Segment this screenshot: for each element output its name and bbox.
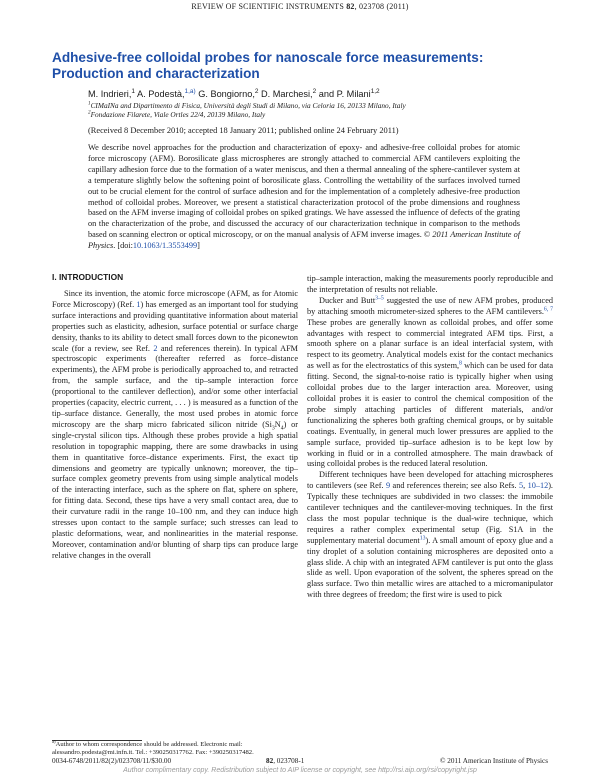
author-affil-mark: 2 [254,87,259,95]
affil-mark: 1 [88,100,91,107]
author-affil-mark: 2 [312,87,317,95]
reference-link[interactable]: 6, 7 [543,305,554,312]
reference-link[interactable]: 5 [518,481,524,491]
footer-page [266,757,304,765]
text: Ducker and Butt [319,295,376,305]
paper-title: Adhesive-free colloidal probes for nanoscale force measurements: Production and characterization [52,50,484,81]
text: and references therein; see also Refs. [390,481,519,491]
doi-link[interactable]: 10.1063/1.3553499 [132,241,198,251]
doi-prefix: . [doi: [113,241,133,251]
left-column [52,289,298,562]
affiliation-1 [88,101,568,110]
text: ) or single-crystal silicon tips. Although these probes provide a high spatial resolution in topographic mapping, there are some drawbacks in using them in quantitative force–distance experiments. First, the exact tip dimensions and geometry are typically unknown; moreover, the tip–surface complex geometry prevents from using simple analytical models of the interacting interface, such as the sphere on flat, sphere on sphere, for fitting data. Second, these tips have a very small contact area, due to their curvature radii in the range 10–100 nm, and they can induce high stresses upon contact to the sample surface; such stresses can lead to plastic deformations, wear, and nonlinearities in the material response. Moreover, contamination and/or blunting of sharp tips can produce large relative changes in the overall [52,419,298,560]
section-heading: I. INTRODUCTION [52,272,124,282]
author: M. Indrieri, [88,89,132,99]
affil-mark: 2 [88,109,91,116]
text: Different techniques have been developed for attaching microspheres to cantilevers (see Ref. [307,470,553,491]
author: A. Podestà, [135,89,185,99]
author: G. Bongiorno, [195,89,255,99]
affil-text: CIMaINa and Dipartimento di Fisica, Università degli Studi di Milano, via Celoria 16, 20133 Milano, Italy [90,101,406,110]
paragraph [307,296,553,471]
journal-volume: 82 [346,2,355,11]
running-header [0,2,600,11]
right-column [307,274,553,601]
paragraph [307,470,553,601]
abstract-copyright: 2011 American Institute of Physics [88,230,520,251]
subscript: 4 [280,425,284,432]
text: ). A small amount of epoxy glue and a tiny droplet of a solution containing microspheres are deposited onto a glass slide. A chip with an integrated AFM cantilever is put onto the glass slide as well. Upon evaporation of the solvent, the spheres spread on the glass surface. Two thin metallic wires are attached to a micromanipulator with three degrees of freedom; the first wire is used to pick [307,535,553,600]
subscript: 3 [271,425,275,432]
reference-link[interactable]: 3–5 [375,295,384,302]
reference-link[interactable]: 9 [386,481,391,491]
footnote-text: Author to whom correspondence should be addressed. Electronic mail: alessandro.podesta@mi.infn.it. Tel.: +390250317762. Fax: +390250317482. [52,741,254,756]
abstract [88,143,520,252]
footer-copyright: © 2011 American Institute of Physics [439,757,548,765]
copyright-notice: Author complimentary copy. Redistribution subject to AIP license or copyright, see http://rsi.aip.org/rsi/copyright.jsp [123,767,477,774]
reference-link[interactable]: 10–12 [527,481,549,491]
footer-volume: 82 [266,757,274,765]
footnote [52,738,298,757]
received-dates: (Received 8 December 2010; accepted 18 January 2011; published online 24 February 2011) [88,126,399,135]
affil-text: Fondazione Filarete, Viale Ortles 22/4, 20139 Milano, Italy [90,110,266,119]
reference-link[interactable]: 8 [459,360,462,367]
author-list [88,89,568,99]
author-affil-mark: 1 [131,87,135,95]
footer-page-number: , 023708-1 [273,757,305,765]
author: D. Marchesi, [258,89,313,99]
text: which can be used for data fitting. Second, the signal-to-noise ratio is typically higher when using colloidal probes due to the larger interaction area. Moreover, using colloidal probes it is easier to control the chemical composition of the probe simply attaching particles of different materials, and/or functionalizing the spheres both grafting chemical groups, or by suitable coatings. Eventually, in general much lower pressures are applied to the sample surface, provided tip–surface adhesion is to be kept low by working in fluid or in a controlled atmosphere. The main drawback of using colloidal probes is the reduced lateral resolution. [307,361,553,469]
text: , [523,481,528,491]
reference-link[interactable]: 2 [153,343,158,353]
paragraph: tip–sample interaction, making the measurements poorly reproducible and the interpretation of results not reliable. [307,274,553,294]
abstract-text: We describe novel approaches for the production and characterization of epoxy- and adhesive-free colloidal probes for atomic force microscopy (AFM). Borosilicate glass microspheres are strongly attached to commercial AFM cantilevers exploiting the capillary adhesion force due to the formation of a water meniscus, and then a thermal annealing of the sphere-cantilever system at a temperature slightly below the softening point of borosilicate glass. Controlling the wettability of the surfaces involved turned out to be crucial element for the control of surface adhesion and for the implementation of a completely adhesive-free production method of colloidal probes. Moreover, we present a statistical characterization protocol of the probe dimensions and roughness based on the AFM inverse imaging of colloidal probes on spiked gratings. We have assessed the influence of defects of the grating on the characterization of the probe, and discussed the accuracy of our characterization technique in comparison to the methods based on scanning electron or optical microscopy, or on the manual analysis of AFM inverse images. © [88,143,520,240]
text: These probes are generally known as colloidal probes, and offer some advantages with respect to commercial integrated AFM tips. First, a smooth sphere on a planar surface is an ideal interfacial system, with respect to its geometry. Analytical models exist for the contact mechanics as well as for the electrostatics of this system, [307,317,553,371]
journal-name: REVIEW OF SCIENTIFIC INSTRUMENTS [191,2,345,11]
doi-suffix: ] [197,241,200,251]
footer-issn: 0034-6748/2011/82(2)/023708/11/$30.00 [52,757,172,765]
article-number: , 023708 (2011) [354,2,409,11]
text: suggested the use of new AFM probes, produced by attaching smooth micrometer-sized spheres to the AFM cantilevers. [307,295,553,316]
author: and P. Milani [316,89,371,99]
paragraph [52,289,298,562]
footnote-mark: a) [52,738,56,744]
text: ). Typically these techniques are subdivided in two classes: the immobile cantilever techniques and the cantilever-moving techniques. In the first class the most popular technique is the dual-wire technique, which requires a rather complex experimental setup (Fig. S1A in the supplementary material document [307,481,553,545]
author-affil-mark: 1,2 [370,87,380,95]
author-affil-mark[interactable]: 1,a) [184,87,196,95]
text: Since its invention, the atomic force microscope (AFM, as for Atomic Force Microscopy) (Ref. [52,289,298,309]
text: ) has emerged as an important tool for studying surface interactions and providing quantitative information about material properties such as elasticity, adhesion, surface potential or surface charge density, thanks to its ability to detect small forces down to the piconewton scale (for a review, see Ref. [52,299,298,353]
reference-link[interactable]: 1 [136,299,141,309]
text: N [274,419,281,429]
affiliation-2 [88,110,568,119]
text: and references therein). In typical AFM spectroscopic experiments (thereafter referred as force–distance experiments), the AFM probe is periodically approached to, and retracted from, the sample surface, and the tip–sample interaction force (proportional to the cantilever deflection), and/or some other interfacial properties (capacity, electric current, . . . ) is measured as a function of the tip–surface distance. Generally, the most used probes in atomic force microscopy are the sharp micro fabricated silicon nitride (Si [52,343,299,429]
reference-link[interactable]: 13 [419,535,426,541]
